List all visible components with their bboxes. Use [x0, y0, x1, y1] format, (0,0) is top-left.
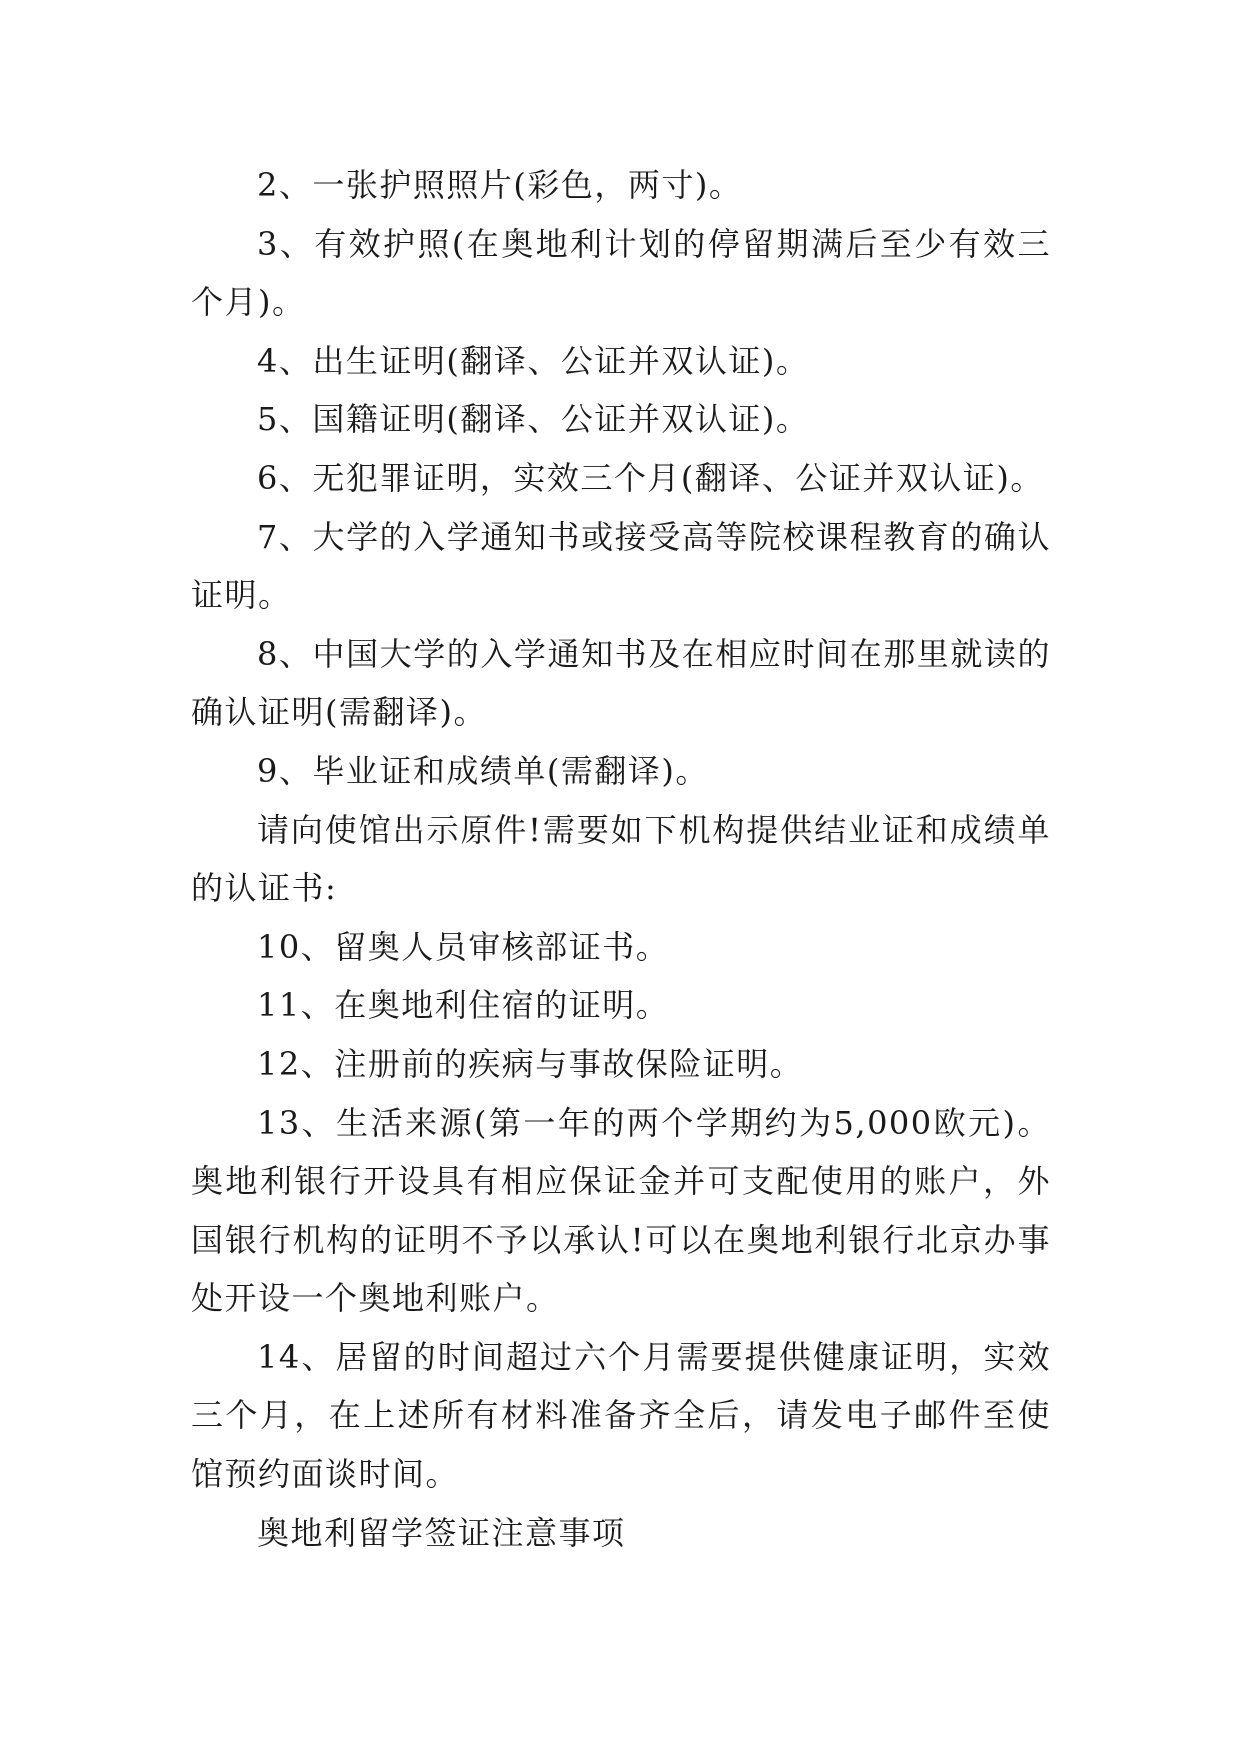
paragraph-item-2: 2、一张护照照片(彩色，两寸)。 [257, 166, 743, 204]
paragraph-embassy-note: 请向使馆出示原件!需要如下机构提供结业证和成绩单的认证书: [191, 810, 1051, 908]
paragraph-item-12: 12、注册前的疾病与事故保险证明。 [257, 1044, 804, 1083]
paragraph-item-3: 3、有效护照(在奥地利计划的停留期满后至少有效三个月)。 [191, 224, 1051, 322]
paragraph-item-5: 5、国籍证明(翻译、公证并双认证)。 [257, 400, 810, 439]
section-heading: 奥地利留学签证注意事项 [257, 1513, 626, 1552]
paragraph-item-4: 4、出生证明(翻译、公证并双认证)。 [257, 341, 810, 380]
document-body [191, 156, 1051, 1562]
paragraph-item-14: 14、居留的时间超过六个月需要提供健康证明，实效三个月，在上述所有材料准备齐全后，请发电子邮件至使馆预约面谈时间。 [191, 1337, 1051, 1494]
paragraph-item-11: 11、在奥地利住宿的证明。 [257, 986, 670, 1025]
paragraph-item-9: 9、毕业证和成绩单(需翻译)。 [257, 751, 709, 790]
paragraph-item-7: 7、大学的入学通知书或接受高等院校课程教育的确认证明。 [191, 517, 1051, 615]
paragraph-item-6: 6、无犯罪证明，实效三个月(翻译、公证并双认证)。 [257, 458, 1044, 497]
paragraph-item-13: 13、生活来源(第一年的两个学期约为5,000欧元)。奥地利银行开设具有相应保证金并可支配使用的账户，外国银行机构的证明不予以承认!可以在奥地利银行北京办事处开设一个奥地利账户。 [191, 1103, 1051, 1318]
paragraph-item-8: 8、中国大学的入学通知书及在相应时间在那里就读的确认证明(需翻译)。 [191, 634, 1051, 732]
paragraph-item-10: 10、留奥人员审核部证书。 [257, 927, 670, 966]
